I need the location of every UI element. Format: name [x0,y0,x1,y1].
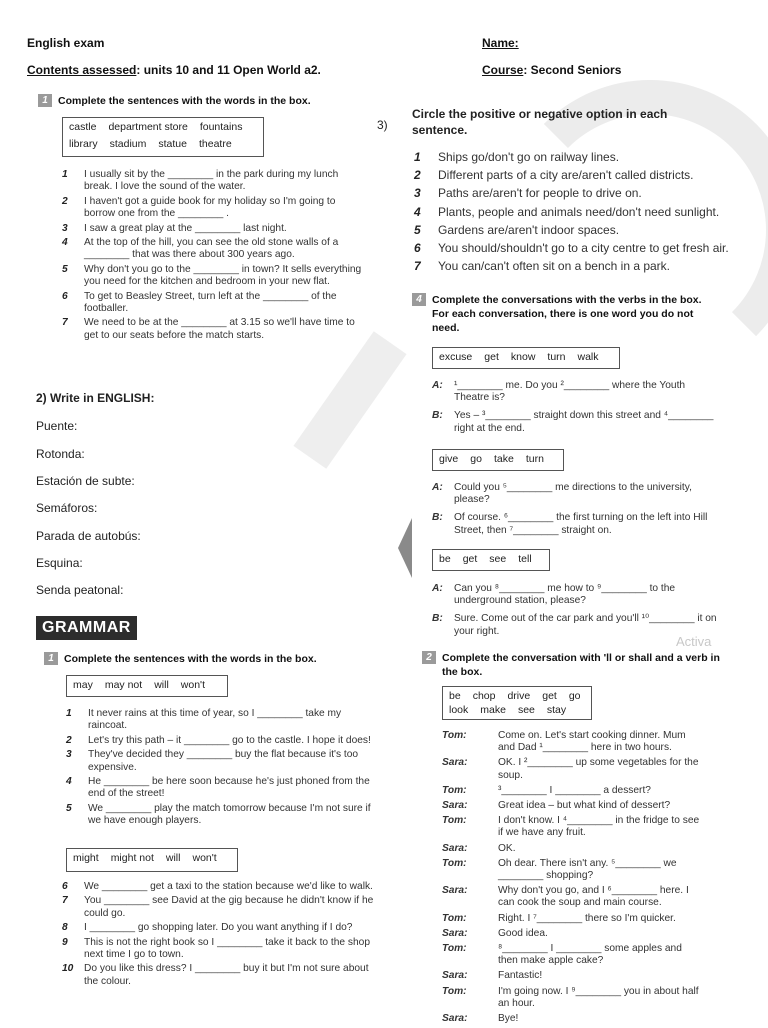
item-text: At the top of the hill, you can see the old stone walls of a ________ that was there about 300 years ago. [84,237,339,261]
item-text: Plants, people and animals need/don't need sunlight. [438,204,720,219]
item-text: I usually sit by the ________ in the park during my lunch break. I love the sound of the water. [84,169,339,193]
exercise-item [62,963,376,988]
dialogue-text: Right. I ⁷________ there so I'm quicker. [498,912,676,924]
circle-item [414,239,754,257]
box-word: walk [577,351,599,363]
item-number: 3 [414,186,421,201]
box-word: excuse [439,351,473,363]
dialogue-line [432,583,722,607]
course-line [482,63,621,77]
grammar-banner: GRAMMAR [36,616,137,640]
item-number: 6 [414,241,421,256]
item-number: 2 [66,734,72,746]
box-word: tell [518,553,532,565]
g1-number: 1 [44,652,58,665]
circle-item [414,221,754,239]
item-text: Why don't you go to the ________ in town? It sells everything you need for the kitchen and bedroom in your new flat. [84,263,362,288]
exercise-item [62,223,362,235]
speaker: Sara: [442,757,468,769]
item-text: I haven't got a guide book for my holiday so I'm going to borrow one from the ________ . [84,195,336,220]
watermark-slash [293,331,406,469]
box-word: turn [525,453,544,465]
speaker: Sara: [442,842,468,854]
dialogue-line [442,943,704,967]
exercise-item [62,237,362,262]
dialogue-text: Come on. Let's start cooking dinner. Mum and Dad ¹________ here in two hours. [498,730,686,754]
circle-item [414,257,754,275]
course-label: Course [482,63,524,77]
g2-word-box [442,686,592,720]
item-number: 5 [62,263,68,275]
ex3-title: Circle the positive or negative option in each sentence. [412,107,668,137]
box-word: might [73,852,99,864]
dialogue-text: Sure. Come out of the car park and you'll ¹⁰________ it on your right. [454,613,717,637]
g1-title-text: Complete the sentences with the words in the box. [64,653,317,665]
dialogue-line [442,843,704,855]
dialogue-text: Bye! [498,1013,519,1025]
box-word: won't [192,852,217,864]
exercise-item [62,169,362,194]
g1-items-b [62,881,376,990]
ex3-items [414,148,754,275]
vocab-prompt: Semáforos: [36,501,98,515]
vocab-prompt: Rotonda: [36,447,85,461]
dialogue-text: Great idea – but what kind of dessert? [498,800,671,812]
box-word: see [517,704,535,716]
dialogue-line [442,800,704,812]
exercise-item [62,895,376,920]
vocab-prompt: Parada de autobús: [36,529,141,543]
item-text: This is not the right book so I ________ take it back to the shop next time I go to town. [84,936,370,961]
dialogue-line [442,1013,704,1025]
exercise-item [66,735,376,747]
vocab-prompt: Puente: [36,419,78,433]
item-number: 7 [62,895,68,907]
box-word: get [542,690,557,702]
box-word: castle [69,121,97,133]
dialogue-text: Good idea. [498,927,548,939]
box-word: theatre [198,138,232,150]
item-number: 4 [66,776,72,788]
speaker: Tom: [442,912,467,924]
box-word: be [439,553,451,565]
box-word: see [489,553,507,565]
ex1-title [38,94,368,108]
dialogue-line [432,380,722,404]
dialogue-line [442,970,704,982]
item-text: Gardens are/aren't indoor spaces. [438,222,620,237]
dialogue-text: Could you ⁵________ me directions to the university, please? [454,482,692,506]
speaker: Tom: [442,985,467,997]
box-word: drive [507,690,531,702]
box-word: go [568,690,581,702]
dialogue-text: Fantastic! [498,970,543,982]
dialogue-text: Why don't you go, and I ⁶________ here. I can cook the soup and main course. [498,885,689,909]
box-word: go [470,453,482,465]
g1-word-box-a [66,675,228,697]
ex4-title-text: Complete the conversations with the verbs in the box. For each conversation, there is one word you do not need. [432,294,702,334]
ex4-word-box-2 [432,449,564,471]
speaker: Sara: [442,1013,468,1025]
dialogue-line [442,858,704,882]
box-word: fountains [199,121,243,133]
dialogue-text: Can you ⁸________ me how to ⁹________ to the underground station, please? [454,583,676,607]
dialogue-line [442,986,704,1010]
dialogue-line [442,785,704,797]
box-word: get [462,553,478,565]
box-word: statue [158,138,187,150]
g1-title [44,652,374,666]
box-word: stay [546,704,567,716]
item-text: You can/can't often sit on a bench in a park. [438,259,671,274]
item-text: Ships go/don't go on railway lines. [438,150,620,164]
item-number: 1 [66,708,72,719]
dialogue-line [432,482,722,506]
dialogue-text: Oh dear. There isn't any. ⁵________ we ________ shopping? [498,857,677,882]
item-text: We need to be at the ________ at 3.15 so we'll have time to get to our seats before the match starts. [84,317,355,341]
box-word: will [154,679,169,691]
name-label: Name: [482,36,519,50]
item-number: 2 [62,195,68,207]
contents-label: Contents assessed [27,63,137,77]
dialogue-line [442,730,704,754]
item-number: 7 [414,259,421,274]
speaker: B: [432,613,443,625]
item-text: They've decided they ________ buy the flat because it's too expensive. [88,749,359,773]
g2-title-text: Complete the conversation with 'll or shall and a verb in the box. [442,652,720,678]
dialogue-text: OK. I ²________ up some vegetables for the soup. [498,757,699,781]
speaker: Sara: [442,927,468,939]
ex1-items [62,169,362,344]
item-text: Do you like this dress? I ________ buy it but I'm not sure about the colour. [84,963,369,987]
vocab-prompt: Senda peatonal: [36,583,124,597]
speaker: Tom: [442,730,467,741]
item-number: 6 [62,881,68,892]
item-text: To get to Beasley Street, turn left at the ________ of the footballer. [84,290,337,315]
ex3-marker: 3) [377,118,388,132]
exam-title: English exam [27,36,105,50]
dialogue-line [442,928,704,940]
g2-conversation [442,730,704,1028]
dialogue-text: OK. [498,842,516,854]
dialogue-text: I'm going now. I ⁹________ you in about half an hour. [498,985,699,1009]
contents-value: : units 10 and 11 Open World a2. [136,63,321,77]
box-word: may not [104,679,143,691]
course-value: : Second Seniors [523,63,622,77]
box-word: turn [547,351,566,363]
item-text: You ________ see David at the gig because he didn't know if he could go. [84,895,374,919]
item-number: 4 [62,237,68,249]
vocab-prompt: Esquina: [36,556,83,570]
speaker: Sara: [442,885,468,897]
box-word: get [484,351,499,363]
exercise-item [66,708,376,733]
box-word: chop [472,690,496,702]
box-word: give [439,453,459,465]
box-word: be [449,690,461,702]
dialogue-text: ³________ I ________ a dessert? [498,784,651,796]
item-number: 8 [62,922,68,934]
g1-items-a [66,708,376,830]
dialogue-line [442,885,704,909]
item-number: 4 [414,204,421,219]
g2-title [422,651,722,679]
dialogue-line [442,815,704,839]
dialogue-line [442,757,704,781]
item-number: 9 [62,936,68,948]
speaker: Sara: [442,970,468,982]
box-word: take [493,453,514,465]
item-text: I ________ go shopping later. Do you want anything if I do? [84,922,353,934]
item-number: 6 [62,290,68,302]
exercise-item [62,881,376,893]
speaker: B: [432,512,443,524]
box-word: make [480,704,506,716]
watermark-triangle [398,518,412,578]
ex4-word-box-3 [432,549,550,571]
dialogue-text: Of course. ⁶________ the first turning on the left into Hill Street, then ⁷________ straight on. [454,512,708,536]
exercise-item [62,922,376,934]
dialogue-text: ¹________ me. Do you ²________ where the Youth Theatre is? [454,380,686,404]
speaker: Tom: [442,815,467,827]
exercise-item [62,317,362,342]
exercise-item [62,264,362,289]
exercise-item [62,196,362,221]
circle-item [414,203,754,221]
box-word: will [165,852,181,864]
item-number: 10 [62,963,74,975]
dialogue-line [442,913,704,925]
g1-word-box-b [66,848,238,872]
vocab-prompt: Estación de subte: [36,474,135,488]
ex4-number: 4 [412,293,426,306]
item-number: 3 [66,749,72,761]
overlay-activate-text: Activa [676,634,712,649]
item-number: 3 [62,222,68,234]
speaker: Tom: [442,857,467,869]
box-word: might not [110,852,154,864]
item-number: 1 [414,150,421,164]
ex1-title-text: Complete the sentences with the words in the box. [58,95,311,107]
dialogue-line [432,410,722,434]
dialogue-text: ⁸________ I ________ some apples and then make apple cake? [498,943,682,967]
box-word: look [449,704,469,716]
box-word: stadium [109,138,147,150]
speaker: A: [432,380,443,391]
exercise-item [62,291,362,316]
box-word: department store [108,121,188,133]
item-text: Different parts of a city are/aren't called districts. [438,168,694,183]
g2-number: 2 [422,651,436,664]
box-word: library [69,138,98,150]
contents-line [27,63,321,77]
ex1-number: 1 [38,94,52,107]
item-text: It never rains at this time of year, so I ________ take my raincoat. [88,708,342,732]
dialogue-text: Yes – ³________ straight down this street and ⁴________ right at the end. [454,410,714,434]
exercise-item [66,749,376,774]
exercise-item [66,776,376,801]
circle-item [414,148,754,166]
item-number: 5 [66,802,72,814]
dialogue-text: I don't know. I ⁴________ in the fridge to see if we have any fruit. [498,815,700,839]
exercise-item [62,937,376,962]
item-number: 5 [414,222,421,237]
item-number: 1 [62,169,68,180]
item-text: Let's try this path – it ________ go to the castle. I hope it does! [88,734,371,746]
item-text: He ________ be here soon because he's just phoned from the end of the street! [88,776,370,800]
speaker: A: [432,583,443,594]
circle-item [414,184,754,202]
speaker: A: [432,482,443,493]
box-word: know [510,351,536,363]
ex1-word-box [62,117,264,157]
item-number: 7 [62,317,68,329]
item-text: Paths are/aren't for people to drive on. [438,186,642,201]
item-text: I saw a great play at the ________ last night. [84,222,287,234]
item-text: We ________ play the match tomorrow because I'm not sure if we have enough players. [88,802,371,827]
speaker: Tom: [442,943,467,955]
ex2-title: 2) Write in ENGLISH: [36,391,155,405]
ex4-conversation-2 [432,482,722,543]
ex4-word-box-1 [432,347,620,369]
item-text: We ________ get a taxi to the station because we'd like to walk. [84,881,373,892]
dialogue-line [432,512,722,536]
item-text: You should/shouldn't go to a city centre to get fresh air. [438,241,729,256]
speaker: B: [432,410,443,422]
speaker: Sara: [442,800,468,812]
ex4-title [412,293,712,335]
box-word: won't [180,679,205,691]
item-number: 2 [414,168,421,183]
circle-item [414,166,754,184]
speaker: Tom: [442,784,467,796]
box-word: may [73,679,93,691]
exercise-item [66,803,376,828]
ex4-conversation-1 [432,380,722,441]
